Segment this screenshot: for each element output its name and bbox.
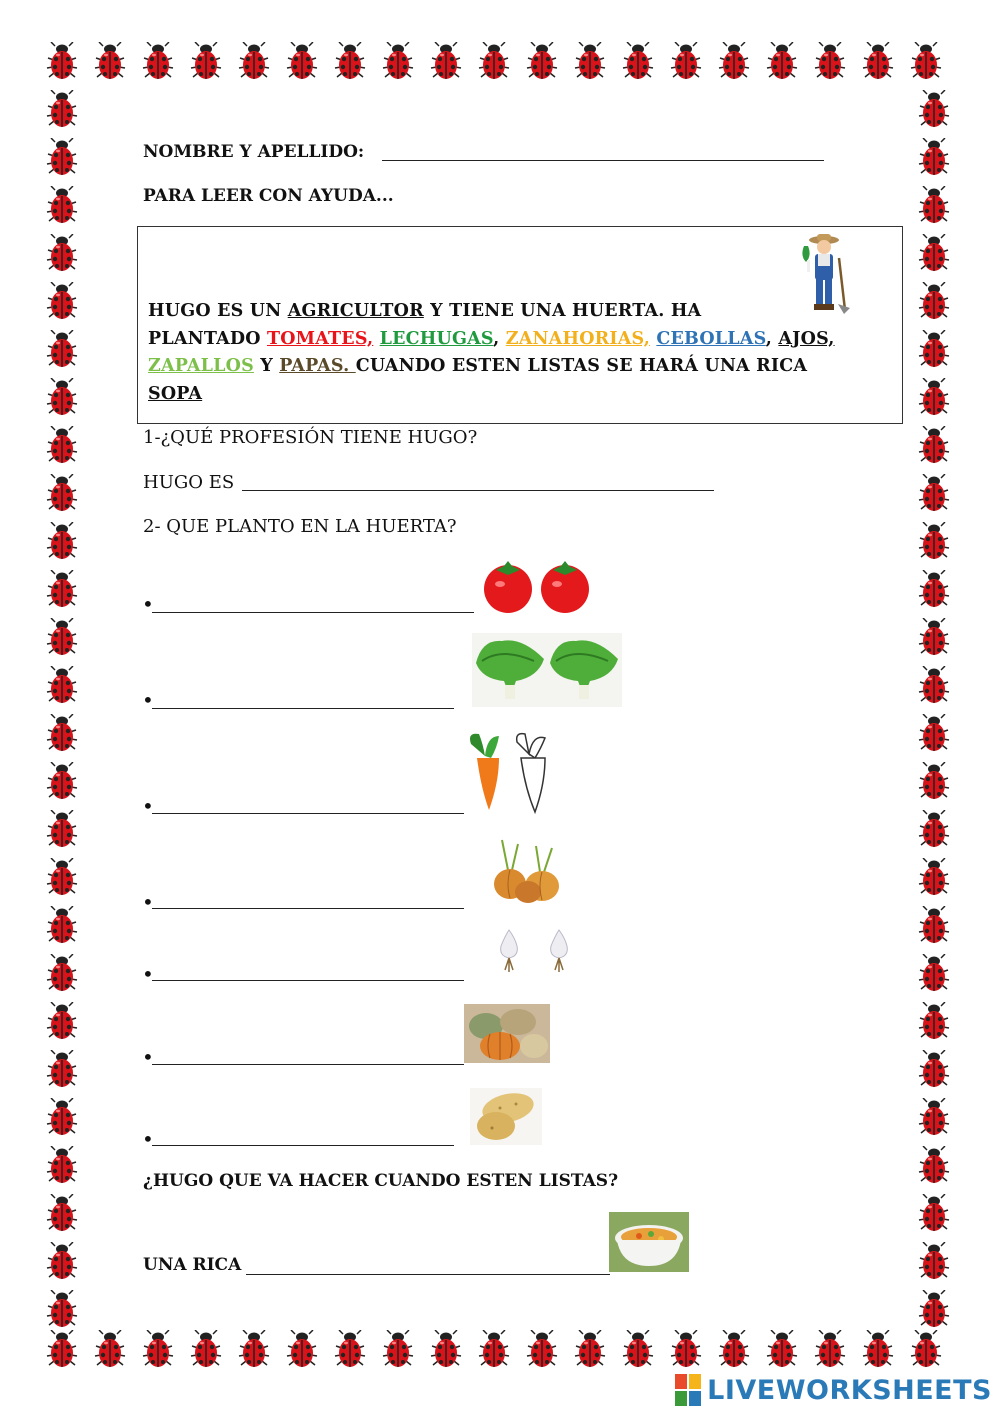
vegetable-answer-3[interactable]	[152, 813, 464, 814]
ladybug-icon	[237, 42, 271, 82]
ladybug-icon	[917, 1194, 951, 1234]
vegetable-answer-2[interactable]	[152, 708, 454, 709]
ladybug-icon	[45, 90, 79, 130]
ladybug-icon	[45, 426, 79, 466]
ladybug-icon	[45, 1098, 79, 1138]
ladybug-icon	[917, 954, 951, 994]
word-papas: PAPAS.	[279, 356, 356, 376]
vegetable-answer-5[interactable]	[152, 980, 464, 981]
name-label: NOMBRE Y APELLIDO:	[143, 142, 365, 162]
word-cebollas: CEBOLLAS	[656, 328, 766, 349]
question-1: 1-¿QUÉ PROFESIÓN TIENE HUGO?	[143, 427, 478, 448]
bullet: •	[142, 592, 154, 616]
lettuce-icon	[472, 633, 622, 707]
ladybug-icon	[45, 474, 79, 514]
ladybug-icon	[333, 1330, 367, 1370]
ladybug-icon	[917, 378, 951, 418]
ladybug-icon	[861, 42, 895, 82]
potato-icon	[470, 1088, 542, 1145]
ladybug-icon	[917, 474, 951, 514]
bullet: •	[142, 962, 154, 986]
read-with-help-label: PARA LEER CON AYUDA...	[143, 186, 394, 206]
ladybug-icon	[45, 1146, 79, 1186]
ladybug-icon	[917, 426, 951, 466]
liveworksheets-logo	[675, 1373, 992, 1407]
carrot-icon	[463, 730, 559, 816]
ladybug-icon	[669, 1330, 703, 1370]
ladybug-icon	[917, 570, 951, 610]
ladybug-icon	[93, 42, 127, 82]
question-3: ¿HUGO QUE VA HACER CUANDO ESTEN LISTAS?	[143, 1171, 619, 1191]
ladybug-icon	[669, 42, 703, 82]
ladybug-icon	[917, 858, 951, 898]
ladybug-icon	[909, 42, 943, 82]
answer-3-field[interactable]	[246, 1274, 610, 1275]
word-zanahorias: ZANAHORIAS,	[505, 328, 651, 349]
ladybug-icon	[525, 1330, 559, 1370]
footer-brand: LIVEWORKSHEETS	[707, 1374, 992, 1406]
ladybug-icon	[917, 90, 951, 130]
ladybug-icon	[917, 714, 951, 754]
word-sopa: SOPA	[148, 383, 203, 404]
onion-icon	[488, 836, 568, 906]
ladybug-icon	[917, 138, 951, 178]
ladybug-icon	[765, 42, 799, 82]
ladybug-icon	[141, 42, 175, 82]
ladybug-icon	[573, 42, 607, 82]
ladybug-icon	[717, 1330, 751, 1370]
word-agricultor: AGRICULTOR	[287, 301, 424, 321]
answer-1-label: HUGO ES	[143, 472, 235, 493]
garlic-icon	[493, 928, 583, 982]
ladybug-icon	[477, 1330, 511, 1370]
ladybug-icon	[45, 234, 79, 274]
pumpkin-icon	[464, 1004, 550, 1063]
ladybug-icon	[45, 1242, 79, 1282]
ladybug-icon	[429, 42, 463, 82]
ladybug-icon	[45, 378, 79, 418]
ladybug-icon	[429, 1330, 463, 1370]
answer-3-label: UNA RICA	[143, 1255, 242, 1275]
word-ajos: AJOS,	[778, 328, 835, 349]
ladybug-icon	[45, 1330, 79, 1370]
ladybug-icon	[45, 570, 79, 610]
ladybug-icon	[917, 618, 951, 658]
ladybug-icon	[917, 186, 951, 226]
bullet: •	[142, 1127, 154, 1151]
ladybug-icon	[45, 42, 79, 82]
ladybug-icon	[45, 618, 79, 658]
ladybug-icon	[917, 330, 951, 370]
name-field[interactable]	[382, 160, 824, 161]
vegetable-answer-7[interactable]	[152, 1145, 454, 1146]
ladybug-icon	[285, 1330, 319, 1370]
ladybug-icon	[525, 42, 559, 82]
ladybug-icon	[917, 906, 951, 946]
ladybug-icon	[45, 858, 79, 898]
bullet: •	[142, 890, 154, 914]
ladybug-icon	[917, 1242, 951, 1282]
ladybug-icon	[917, 1098, 951, 1138]
ladybug-icon	[141, 1330, 175, 1370]
ladybug-icon	[45, 330, 79, 370]
word-tomates: TOMATES,	[267, 328, 374, 349]
ladybug-icon	[381, 1330, 415, 1370]
vegetable-answer-4[interactable]	[152, 908, 464, 909]
ladybug-icon	[189, 42, 223, 82]
vegetable-answer-1[interactable]	[152, 612, 474, 613]
ladybug-icon	[381, 42, 415, 82]
ladybug-icon	[909, 1330, 943, 1370]
ladybug-icon	[189, 1330, 223, 1370]
ladybug-icon	[917, 1146, 951, 1186]
word-lechugas: LECHUGAS	[379, 328, 494, 349]
ladybug-icon	[45, 1002, 79, 1042]
ladybug-icon	[45, 1194, 79, 1234]
ladybug-icon	[45, 762, 79, 802]
bullet: •	[142, 1045, 154, 1069]
liveworksheets-logo-icon	[675, 1374, 701, 1406]
bullet: •	[142, 794, 154, 818]
ladybug-icon	[237, 1330, 271, 1370]
ladybug-icon	[573, 1330, 607, 1370]
ladybug-icon	[45, 906, 79, 946]
ladybug-icon	[717, 42, 751, 82]
vegetable-answer-6[interactable]	[152, 1064, 464, 1065]
ladybug-icon	[621, 42, 655, 82]
answer-1-field[interactable]	[242, 490, 714, 491]
ladybug-icon	[45, 666, 79, 706]
ladybug-icon	[285, 42, 319, 82]
ladybug-icon	[765, 1330, 799, 1370]
ladybug-icon	[917, 1290, 951, 1330]
ladybug-icon	[93, 1330, 127, 1370]
word-zapallos: ZAPALLOS	[148, 356, 254, 376]
ladybug-icon	[45, 1290, 79, 1330]
ladybug-icon	[917, 810, 951, 850]
ladybug-icon	[917, 522, 951, 562]
ladybug-icon	[45, 138, 79, 178]
ladybug-icon	[45, 1050, 79, 1090]
ladybug-icon	[917, 234, 951, 274]
ladybug-icon	[45, 522, 79, 562]
ladybug-icon	[45, 186, 79, 226]
soup-icon	[609, 1212, 689, 1272]
ladybug-icon	[45, 714, 79, 754]
tomato-icon	[481, 560, 593, 614]
ladybug-icon	[861, 1330, 895, 1370]
ladybug-icon	[813, 1330, 847, 1370]
ladybug-icon	[333, 42, 367, 82]
ladybug-icon	[917, 1050, 951, 1090]
ladybug-icon	[917, 666, 951, 706]
ladybug-icon	[45, 810, 79, 850]
ladybug-icon	[477, 42, 511, 82]
bullet: •	[142, 688, 154, 712]
ladybug-icon	[917, 1002, 951, 1042]
ladybug-icon	[917, 282, 951, 322]
ladybug-icon	[45, 954, 79, 994]
ladybug-icon	[45, 282, 79, 322]
ladybug-icon	[621, 1330, 655, 1370]
question-2: 2- QUE PLANTO EN LA HUERTA?	[143, 516, 457, 537]
story-text: HUGO ES UN AGRICULTOR Y TIENE UNA HUERTA. HA PLANTADO TOMATES, LECHUGAS, ZANAHORIAS, CEBOLLAS, AJOS, ZAPALLOS Y PAPAS. CUANDO ESTEN LISTAS SE HARÁ UNA RICA SOPA	[148, 301, 835, 404]
ladybug-icon	[813, 42, 847, 82]
ladybug-icon	[917, 762, 951, 802]
